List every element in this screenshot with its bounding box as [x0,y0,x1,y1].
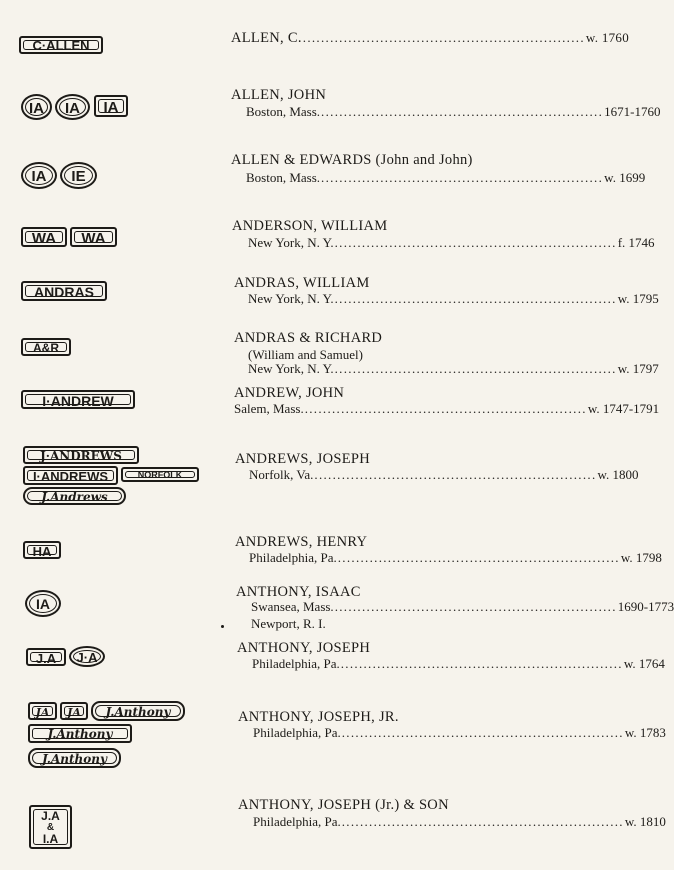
stray-dot [221,625,224,628]
hallmark-j-anthony-1: J.Anthony [91,701,185,721]
entry-location-line [246,104,661,120]
leader-dots: .............................................................. [341,814,624,829]
hallmark-ha: HA [23,541,61,559]
hallmark-ia-round: IA [25,590,61,617]
maker-place: Salem, Mass. [234,401,304,416]
hallmark-line-3: I.A [42,832,59,846]
maker-date: w. 1800 [597,467,639,482]
maker-date: w. 1795 [617,291,659,306]
leader-dots: .............................................................. [314,467,597,482]
entry-location-line [248,235,655,251]
hallmark-line-1: J.A [41,809,60,823]
maker-date: w. 1747-1791 [587,401,660,416]
hallmark-ja-2: JA [60,702,88,720]
hallmark-i-andrews: I·ANDREWS [23,466,118,485]
maker-date: w. 1764 [623,656,665,671]
entry-name [231,30,630,47]
hallmark-ia-1: IA [21,94,52,120]
entry-location-line [248,361,659,377]
maker-place: Norfolk, Va. [249,467,314,482]
maker-place: Swansea, Mass. [251,599,334,614]
maker-name: ANTHONY, ISAAC [236,584,361,600]
hallmark-ia-2: IA [55,94,90,120]
maker-date: 1690-1773 [617,599,674,614]
hallmark-c-allen: C·ALLEN [19,36,103,54]
entry-location-line [246,170,646,186]
hallmark-j-anthony-3: J.Anthony [28,748,121,768]
maker-name: ANDERSON, WILLIAM [232,218,388,234]
hallmark-j-a-rect: J.A [26,648,66,666]
maker-date: 1671-1760 [604,104,661,119]
maker-place: Philadelphia, Pa. [253,725,341,740]
maker-date: w. 1760 [585,30,630,45]
hallmark-wa-1: WA [21,227,67,247]
maker-date: w. 1699 [604,170,646,185]
maker-date: w. 1798 [620,550,662,565]
maker-name: ALLEN, JOHN [231,87,327,103]
maker-name: ALLEN, C. [231,30,302,46]
maker-place: New York, N. Y. [248,361,334,376]
hallmark-j-a-oval: J·A [69,646,105,667]
maker-place: Philadelphia, Pa. [252,656,340,671]
maker-date: w. 1783 [624,725,666,740]
hallmark-j-anthony-2: J.Anthony [28,724,132,743]
maker-place: Philadelphia, Pa. [253,814,341,829]
entry-location-line [234,401,660,417]
hallmark-ja-and-ia [29,805,72,849]
leader-dots: .............................................................. [337,550,620,565]
maker-name: ANTHONY, JOSEPH (Jr.) & SON [238,797,449,813]
leader-dots: .............................................................. [321,104,604,119]
maker-place: Boston, Mass. [246,104,321,119]
hallmark-wa-2: WA [70,227,117,247]
leader-dots: .............................................................. [341,725,624,740]
maker-name: ANTHONY, JOSEPH [237,640,371,656]
leader-dots: .............................................................. [302,30,585,45]
hallmark-j-andrews: J·ANDREWS [23,446,139,464]
hallmark-ie: IE [60,162,97,189]
maker-name: ALLEN & EDWARDS (John and John) [231,152,473,168]
maker-place: New York, N. Y. [248,291,334,306]
hallmark-line-2: & [46,822,55,833]
maker-date: w. 1797 [617,361,659,376]
hallmark-andras: ANDRAS [21,281,107,301]
maker-name: ANDREW, JOHN [234,385,345,401]
entry-location-line [252,656,665,672]
maker-date: w. 1810 [624,814,666,829]
maker-place: New York, N. Y. [248,235,334,250]
hallmark-ja-1: JA [28,702,57,720]
entry-location-line [249,550,662,566]
entry-location-line [253,814,666,830]
leader-dots: .............................................................. [334,599,617,614]
maker-name: ANTHONY, JOSEPH, JR. [238,709,399,725]
hallmark-norfolk: NORFOLK [121,467,199,482]
maker-name: ANDRAS & RICHARD [234,330,383,346]
leader-dots: .............................................................. [334,235,617,250]
entry-location-line [251,599,674,615]
maker-name: ANDREWS, JOSEPH [235,451,371,467]
hallmark-ia: IA [21,162,57,189]
hallmark-j-andrews-script: J.Andrews [23,487,126,505]
maker-note: (William and Samuel) [248,347,364,362]
maker-date: f. 1746 [617,235,655,250]
leader-dots: .............................................................. [321,170,604,185]
leader-dots: .............................................................. [334,361,617,376]
entry-location-line [249,467,639,483]
maker-name: ANDREWS, HENRY [235,534,368,550]
leader-dots: .............................................................. [304,401,587,416]
leader-dots: .............................................................. [334,291,617,306]
entry-location-line [253,725,666,741]
maker-name: ANDRAS, WILLIAM [234,275,370,291]
hallmark-ia-3: IA [94,95,128,117]
hallmark-a-and-r: A&R [21,338,71,356]
entry-location-line [248,291,659,307]
leader-dots: .............................................................. [340,656,623,671]
hallmark-i-andrew: I·ANDREW [21,390,135,409]
maker-place-secondary: Newport, R. I. [251,616,326,631]
maker-place: Philadelphia, Pa. [249,550,337,565]
maker-place: Boston, Mass. [246,170,321,185]
